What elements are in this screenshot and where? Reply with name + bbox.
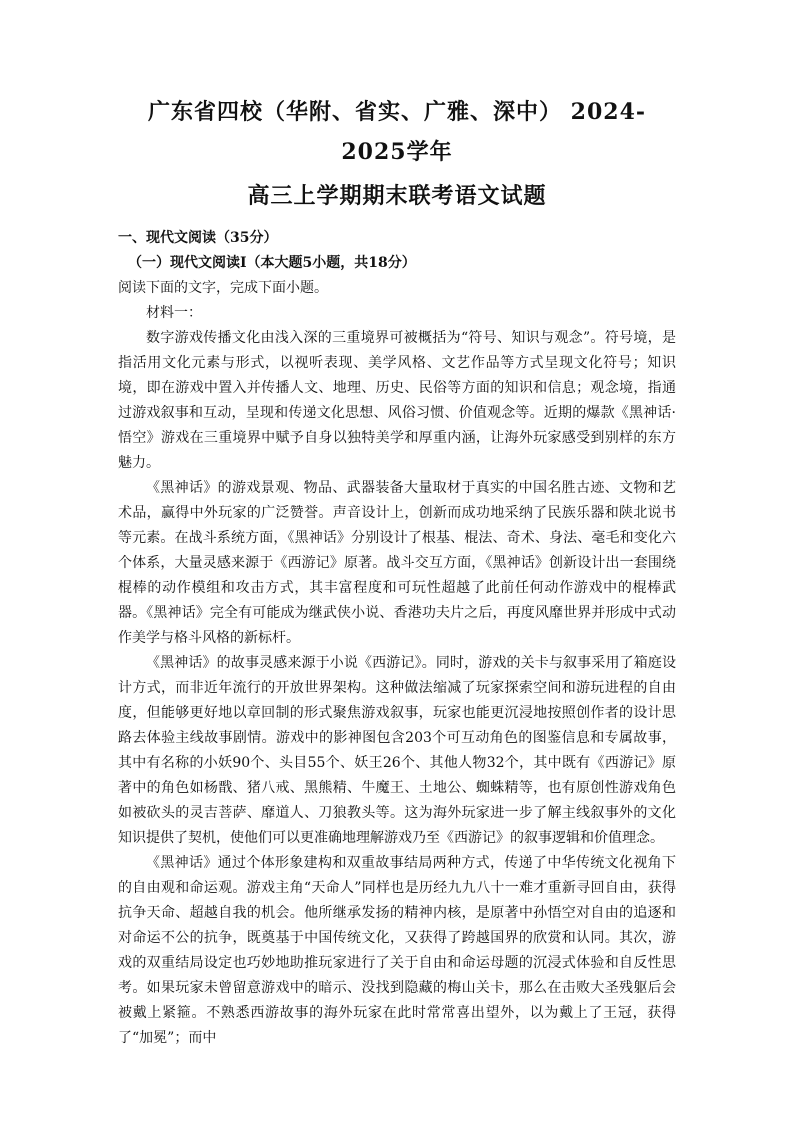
body-paragraph: 《黑神话》的游戏景观、物品、武器装备大量取材于真实的中国名胜古迹、文物和艺术品，赢得中外玩家的广泛赞誉。声音设计上，创新而成功地采纳了民族乐器和陕北说书等元素。在战斗系统方面，《黑神话》分别设计了根基、棍法、奇术、身法、毫毛和变化六个体系，大量灵感来源于《西游记》原著。战斗交互方面，《黑神话》创新设计出一套围绕棍棒的动作模组和攻击方式，其丰富程度和可玩性超越了此前任何动作游戏中的棍棒武器。《黑神话》完全有可能成为继武侠小说、香港功夫片之后，再度风靡世界并形成中式动作美学与格斗风格的新标杆。 xyxy=(118,480,676,646)
body-paragraph: 数字游戏传播文化由浅入深的三重境界可被概括为“符号、知识与观念”。符号境，是指活用文化元素与形式，以视听表现、美学风格、文艺作品等方式呈现文化符号；知识境，即在游戏中置入并传播人文、地理、历史、民俗等方面的知识和信息；观念境，指通过游戏叙事和互动，呈现和传递文化思想、风俗习惯、价值观念等。近期的爆款《黑神话·悟空》游戏在三重境界中赋予自身以独特美学和厚重内涵，让海外玩家感受到别样的东方魅力。 xyxy=(118,330,676,471)
reading-instruction: 阅读下面的文字，完成下面小题。 xyxy=(118,280,328,296)
document-title-line1: 广东省四校（华附、省实、广雅、深中） 2024-2025学年 xyxy=(147,99,647,165)
body-paragraph: 《黑神话》的故事灵感来源于小说《西游记》。同时，游戏的关卡与叙事采用了箱庭设计方式，而非近年流行的开放世界架构。这种做法缩减了玩家探索空间和游玩进程的自由度，但能够更好地以章回制的形式聚焦游戏叙事，玩家也能更沉浸地按照创作者的设计思路去体验主线故事剧情。游戏中的影神图包含203个可互动角色的图鉴信息和专属故事，其中有名称的小妖90个、头目55个、妖王26个、其他人物32个，其中既有《西游记》原著中的角色如杨戬、猪八戒、黑熊精、牛魔王、土地公、蜘蛛精等，也有原创性游戏角色如被砍头的灵吉菩萨、靡道人、刀狼教头等。这为海外玩家进一步了解主线叙事外的文化知识提供了契机，使他们可以更准确地理解游戏乃至《西游记》的叙事逻辑和价值理念。 xyxy=(118,655,676,846)
subsection-heading: （一）现代文阅读Ⅰ（本大题5小题，共18分） xyxy=(128,255,416,271)
material-label: 材料一： xyxy=(146,305,202,321)
body-paragraph: 《黑神话》通过个体形象建构和双重故事结局两种方式，传递了中华传统文化视角下的自由观和命运观。游戏主角“天命人”同样也是历经九九八十一难才重新寻回自由，获得抗争天命、超越自我的机会。他所继承发扬的精神内核，是原著中孙悟空对自由的追逐和对命运不公的抗争，既奠基于中国传统文化，又获得了跨越国界的欣赏和认同。其次，游戏的双重结局设定也巧妙地助推玩家进行了关于自由和命运母题的沉浸式体验和自反性思考。如果玩家未曾留意游戏中的暗示、没找到隐藏的梅山关卡，那么在击败大圣残躯后会被戴上紧箍。不熟悉西游故事的海外玩家在此时常常喜出望外，以为戴上了王冠，获得了“加冕”；而中 xyxy=(118,855,676,1046)
document-title-line2: 高三上学期期末联考语文试题 xyxy=(247,183,547,209)
section-heading: 一、现代文阅读（35分） xyxy=(118,230,278,246)
